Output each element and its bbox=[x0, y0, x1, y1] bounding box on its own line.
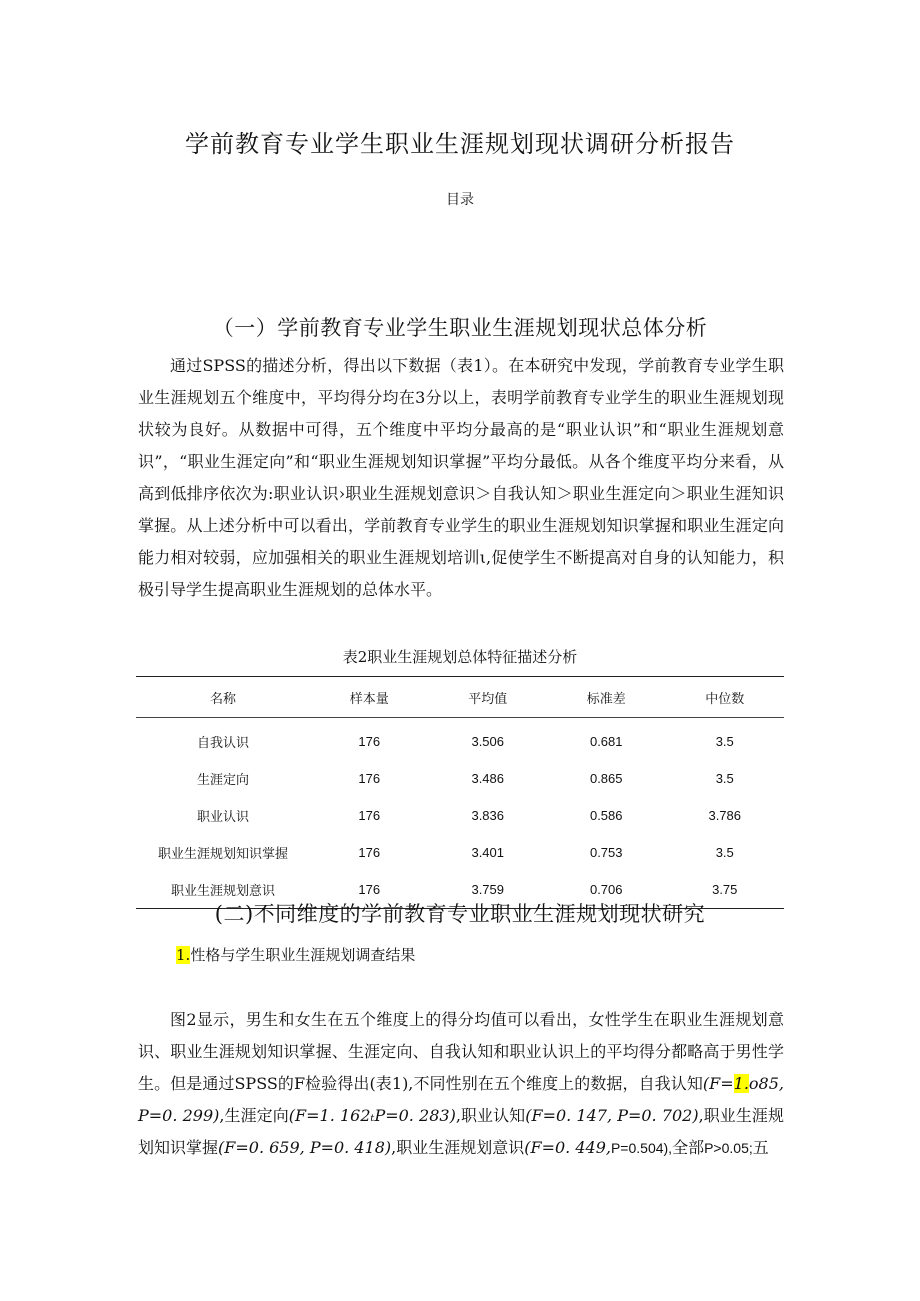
stat-self-highlight: 1. bbox=[733, 1074, 749, 1093]
cell-mean: 3.759 bbox=[471, 882, 505, 897]
cell-name: 职业认识 bbox=[196, 810, 249, 825]
cell-name: 自我认识 bbox=[196, 736, 249, 751]
cell-std: 0.586 bbox=[589, 808, 623, 823]
cell-name: 生涯定向 bbox=[196, 773, 249, 788]
header-median: 中位数 bbox=[705, 690, 745, 706]
section1-paragraph: 通过SPSS的描述分析，得出以下数据（表1）。在本研究中发现，学前教育专业学生职业生涯规划五个维度中，平均得分均在3分以上，表明学前教育专业学生的职业生涯规划现状较为良好。从数据中可得，五个维度中平均分最高的是“职业认识”和“职业生涯规划意识”，“职业生涯定向”和“职业生涯规划知识掌握”平均分最低。从各个维度平均分来看，从高到低排序依次为:职业认识›职业生涯规划意识＞自我认知＞职业生涯定向＞职业生涯知识掌握。从上述分析中可以看出，学前教育专业学生的职业生涯规划知识掌握和职业生涯定向能力相对较弱，应加强相关的职业生涯规划培训ι,促使学生不断提高对自身的认知能力，积极引导学生提高职业生涯规划的总体水平。 bbox=[138, 356, 784, 599]
subsection-number: 1. bbox=[176, 946, 191, 964]
cell-name: 职业生涯规划意识 bbox=[170, 884, 275, 899]
cell-name: 职业生涯规划知识掌握 bbox=[157, 847, 288, 862]
cell-mean: 3.506 bbox=[471, 734, 505, 749]
label-career-cognition: ,职业认知 bbox=[455, 1106, 526, 1125]
table-caption: 表2职业生涯规划总体特征描述分析 bbox=[342, 648, 578, 666]
cell-median: 3.5 bbox=[715, 845, 734, 860]
cell-std: 0.865 bbox=[589, 771, 623, 786]
label-orientation: ,生涯定向 bbox=[219, 1106, 289, 1125]
cell-n: 176 bbox=[358, 808, 381, 823]
header-std: 标准差 bbox=[586, 690, 626, 706]
header-name: 名称 bbox=[209, 691, 236, 707]
label-awareness: ,职业生涯规划意识 bbox=[391, 1138, 525, 1157]
cell-std: 0.706 bbox=[589, 882, 623, 897]
cell-median: 3.75 bbox=[712, 882, 738, 897]
stat-career-cognition: (F=0. 147, P=0. 702) bbox=[525, 1106, 699, 1125]
stat-orientation: (F=1. 162ₜP=0. 283) bbox=[288, 1106, 456, 1125]
subsection-title: 性格与学生职业生涯规划调查结果 bbox=[190, 946, 416, 964]
cell-n: 176 bbox=[358, 882, 381, 897]
cell-n: 176 bbox=[358, 734, 381, 749]
stat-self-a: (F= bbox=[702, 1074, 734, 1093]
section2-heading: (二)不同维度的学前教育专业职业生涯规划现状研究 bbox=[214, 902, 706, 926]
cell-median: 3.786 bbox=[708, 808, 742, 823]
cell-median: 3.5 bbox=[715, 734, 734, 749]
p-threshold: P>0.05; bbox=[704, 1140, 753, 1156]
section2-paragraph bbox=[138, 1004, 784, 1164]
document-title: 学前教育专业学生职业生涯规划现状调研分析报告 bbox=[185, 130, 735, 158]
subsection-heading bbox=[176, 944, 415, 965]
stat-awareness: (F=0. 449, bbox=[524, 1138, 611, 1157]
section1-heading: （一）学前教育专业学生职业生涯规划现状总体分析 bbox=[212, 316, 708, 340]
stat-knowledge: (F=0. 659, P=0. 418) bbox=[218, 1138, 392, 1157]
toc-label: 目录 bbox=[446, 192, 474, 208]
table-header-row bbox=[136, 677, 784, 718]
header-sample-size: 样本量 bbox=[349, 690, 389, 706]
cell-std: 0.681 bbox=[589, 734, 623, 749]
intro-text: 图2显示，男生和女生在五个维度上的得分均值可以看出，女性学生在职业生涯规划意识、职业生涯规划知识掌握、生涯定向、自我认知和职业认识上的平均得分都略高于男性学生。但是通过SPSS的F检验得出(表1),不同性别在五个维度上的数据，自我认知 bbox=[138, 1010, 784, 1093]
label-knowledge: ,职业生涯规划知识掌握 bbox=[138, 1106, 784, 1157]
stat-awareness-p: P=0.504), bbox=[610, 1140, 673, 1156]
table-row bbox=[136, 760, 784, 797]
cell-n: 176 bbox=[358, 771, 381, 786]
cell-std: 0.753 bbox=[589, 845, 623, 860]
cell-n: 176 bbox=[358, 845, 381, 860]
cell-mean: 3.401 bbox=[471, 845, 505, 860]
table-row bbox=[136, 834, 784, 871]
table-row bbox=[136, 797, 784, 834]
trailing-text: 五 bbox=[752, 1138, 769, 1157]
cell-median: 3.5 bbox=[715, 771, 734, 786]
stats-table bbox=[136, 676, 784, 909]
header-mean: 平均值 bbox=[468, 690, 508, 706]
cell-mean: 3.486 bbox=[471, 771, 505, 786]
label-all: 全部 bbox=[672, 1138, 705, 1157]
table-row bbox=[136, 718, 784, 761]
cell-mean: 3.836 bbox=[471, 808, 505, 823]
stat-self-b: o85, P=0. 299) bbox=[138, 1074, 784, 1125]
